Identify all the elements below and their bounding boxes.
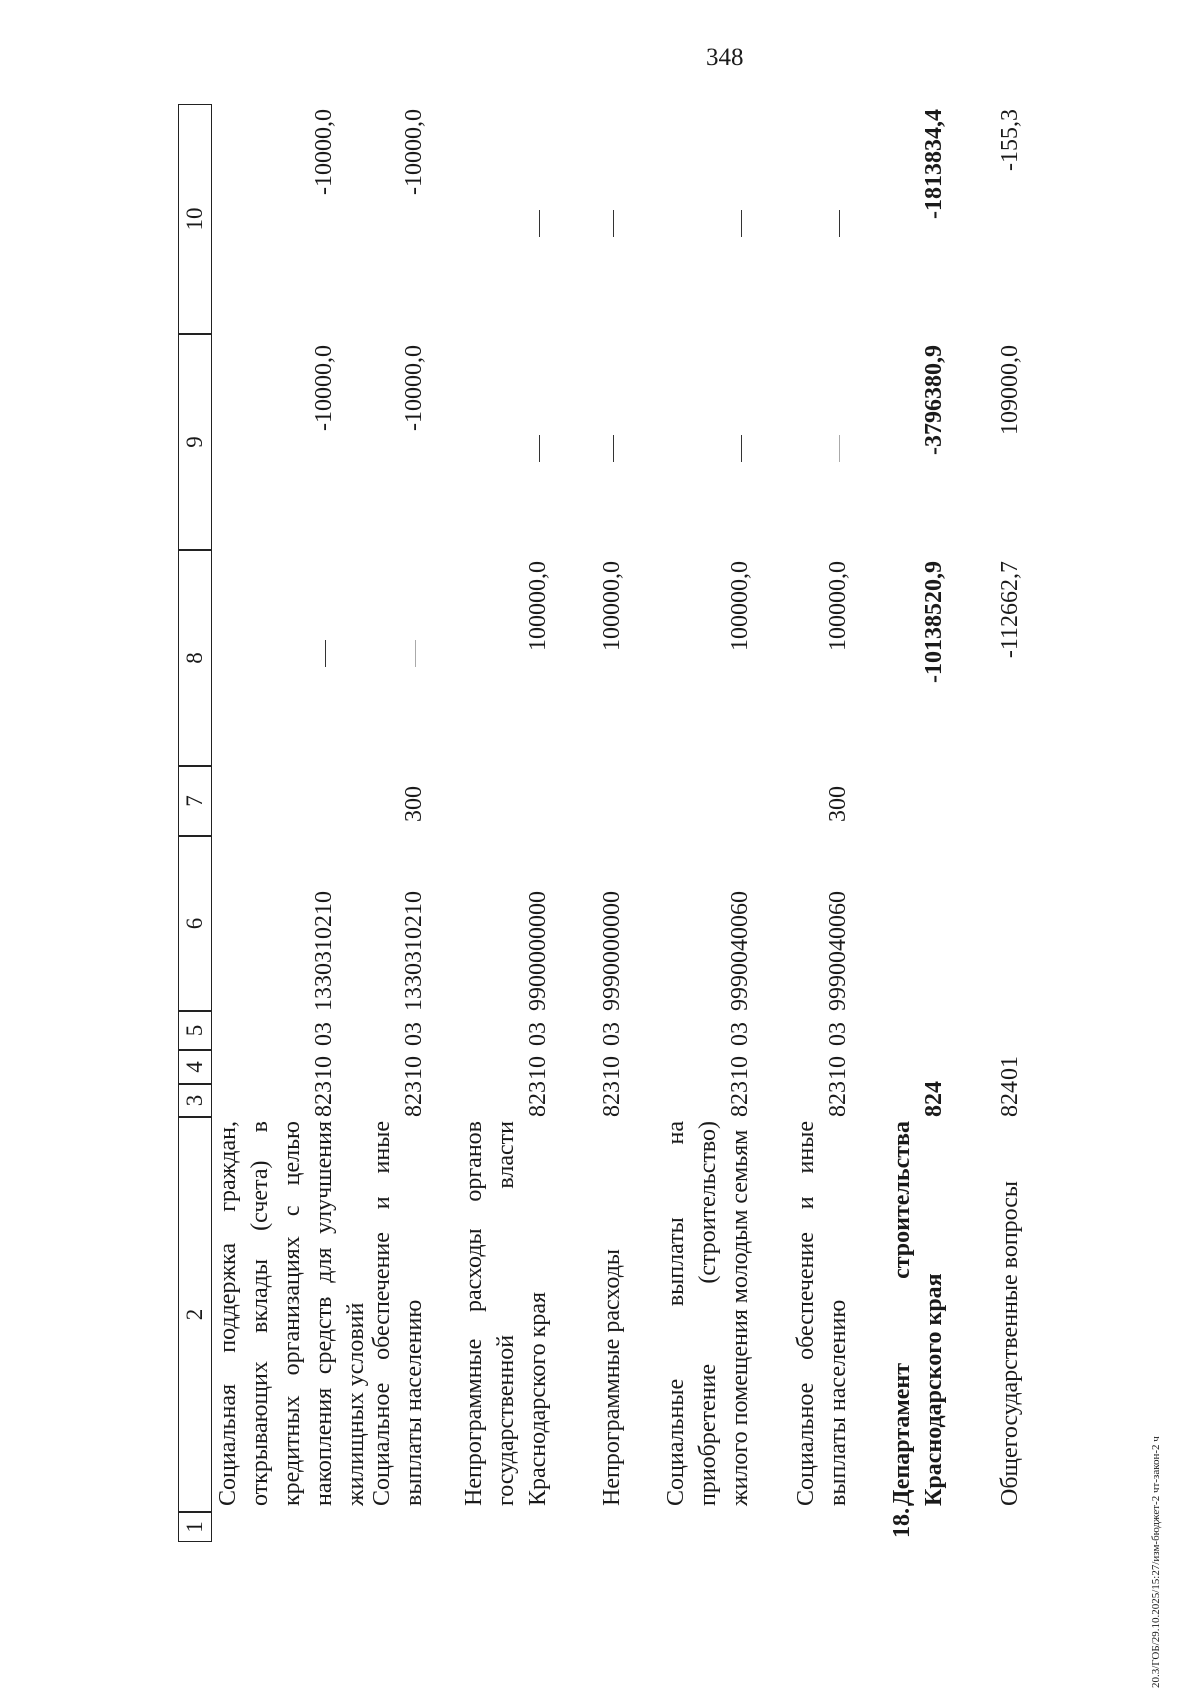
row-5-description: Социальные выплаты на приобретение (строительство) жилого помещения молодым семьям xyxy=(663,1121,753,1506)
row-1-col4: 10 xyxy=(311,1056,337,1080)
header-cell-9: 9 xyxy=(178,334,212,550)
header-cell-4: 4 xyxy=(178,1050,212,1084)
row-8-description: Общегосударственные вопросы xyxy=(997,1180,1023,1506)
row-3-col8: 100000,0 xyxy=(525,561,551,651)
header-cell-8: 8 xyxy=(178,550,212,766)
row-1-col9: -10000,0 xyxy=(311,345,337,431)
row-4-col4: 10 xyxy=(599,1056,625,1080)
row-7-col3: 824 xyxy=(921,1081,947,1117)
row-8-col8: -112662,7 xyxy=(997,561,1023,659)
row-6-col7: 300 xyxy=(825,786,851,822)
row-2-col6: 1330310210 xyxy=(401,891,427,1011)
row-4-col6: 9990000000 xyxy=(599,891,625,1011)
row-3-col10-dash xyxy=(539,210,540,237)
row-4-col3: 823 xyxy=(599,1081,625,1117)
row-3-col5: 03 xyxy=(525,1022,551,1046)
row-5-col6: 9990040060 xyxy=(727,891,753,1011)
row-5-col10-dash xyxy=(741,210,742,237)
row-7-col9: -3796380,9 xyxy=(921,345,947,455)
row-8-col3: 824 xyxy=(997,1081,1023,1117)
row-8-col9: 109000,0 xyxy=(997,345,1023,435)
row-2-col7: 300 xyxy=(401,786,427,822)
row-2-col5: 03 xyxy=(401,1022,427,1046)
row-3-col6: 9900000000 xyxy=(525,891,551,1011)
row-6-col9-dash xyxy=(839,435,840,462)
row-2-col4: 10 xyxy=(401,1056,427,1080)
row-8-col4: 01 xyxy=(997,1056,1023,1080)
row-7-description: Департамент строительства Краснодарского края xyxy=(889,1121,947,1506)
header-cell-10: 10 xyxy=(178,104,212,334)
header-cell-1: 1 xyxy=(178,1512,212,1542)
header-cell-5: 5 xyxy=(178,1011,212,1050)
row-1-description: Социальная поддержка граждан, открывающих вклады (счета) в кредитных организациях с целью накопления средств для улучшения жилищных условий xyxy=(215,1121,369,1506)
row-1-col5: 03 xyxy=(311,1022,337,1046)
row-4-description: Непрограммные расходы xyxy=(599,1248,625,1506)
row-6-col5: 03 xyxy=(825,1022,851,1046)
row-6-col10-dash xyxy=(839,210,840,237)
row-7-col10: -1813834,4 xyxy=(921,109,947,219)
budget-table xyxy=(178,82,1078,1542)
row-2-col3: 823 xyxy=(401,1081,427,1117)
row-5-col4: 10 xyxy=(727,1056,753,1080)
row-2-col10: -10000,0 xyxy=(401,109,427,195)
row-6-col4: 10 xyxy=(825,1056,851,1080)
row-4-col10-dash xyxy=(613,210,614,237)
header-cell-2: 2 xyxy=(178,1117,212,1512)
row-3-col3: 823 xyxy=(525,1081,551,1117)
row-3-col4: 10 xyxy=(525,1056,551,1080)
header-cell-7: 7 xyxy=(178,766,212,836)
row-8-col10: -155,3 xyxy=(997,109,1023,171)
row-4-col9-dash xyxy=(613,435,614,462)
row-1-col3: 823 xyxy=(311,1081,337,1117)
row-4-col8: 100000,0 xyxy=(599,561,625,651)
row-3-col9-dash xyxy=(539,435,540,462)
row-1-col8-dash xyxy=(325,640,326,667)
row-5-col5: 03 xyxy=(727,1022,753,1046)
row-5-col9-dash xyxy=(741,435,742,462)
row-6-col6: 9990040060 xyxy=(825,891,851,1011)
row-2-col9: -10000,0 xyxy=(401,345,427,431)
row-6-col3: 823 xyxy=(825,1081,851,1117)
footer-stamp: 20.3/ГОБ/29.10.2025/15:27/изм-бюджет-2 чт-закон-2 ч xyxy=(1150,1436,1162,1688)
row-3-description: Непрограммные расходы органов государственной власти Краснодарского края xyxy=(461,1121,551,1506)
row-5-col8: 100000,0 xyxy=(727,561,753,651)
row-4-col5: 03 xyxy=(599,1022,625,1046)
row-2-description: Социальное обеспечение и иные выплаты населению xyxy=(369,1121,427,1506)
row-7-col8: -10138520,9 xyxy=(921,561,947,683)
row-1-col6: 1330310210 xyxy=(311,891,337,1011)
header-cell-3: 3 xyxy=(178,1084,212,1117)
row-5-col3: 823 xyxy=(727,1081,753,1117)
header-cell-6: 6 xyxy=(178,836,212,1011)
row-6-col8: 100000,0 xyxy=(825,561,851,651)
page-number: 348 xyxy=(706,44,744,71)
row-1-col10: -10000,0 xyxy=(311,109,337,195)
row-7-number: 18. xyxy=(889,1508,915,1538)
row-2-col8-dash xyxy=(415,640,416,667)
row-6-description: Социальное обеспечение и иные выплаты населению xyxy=(793,1121,851,1506)
